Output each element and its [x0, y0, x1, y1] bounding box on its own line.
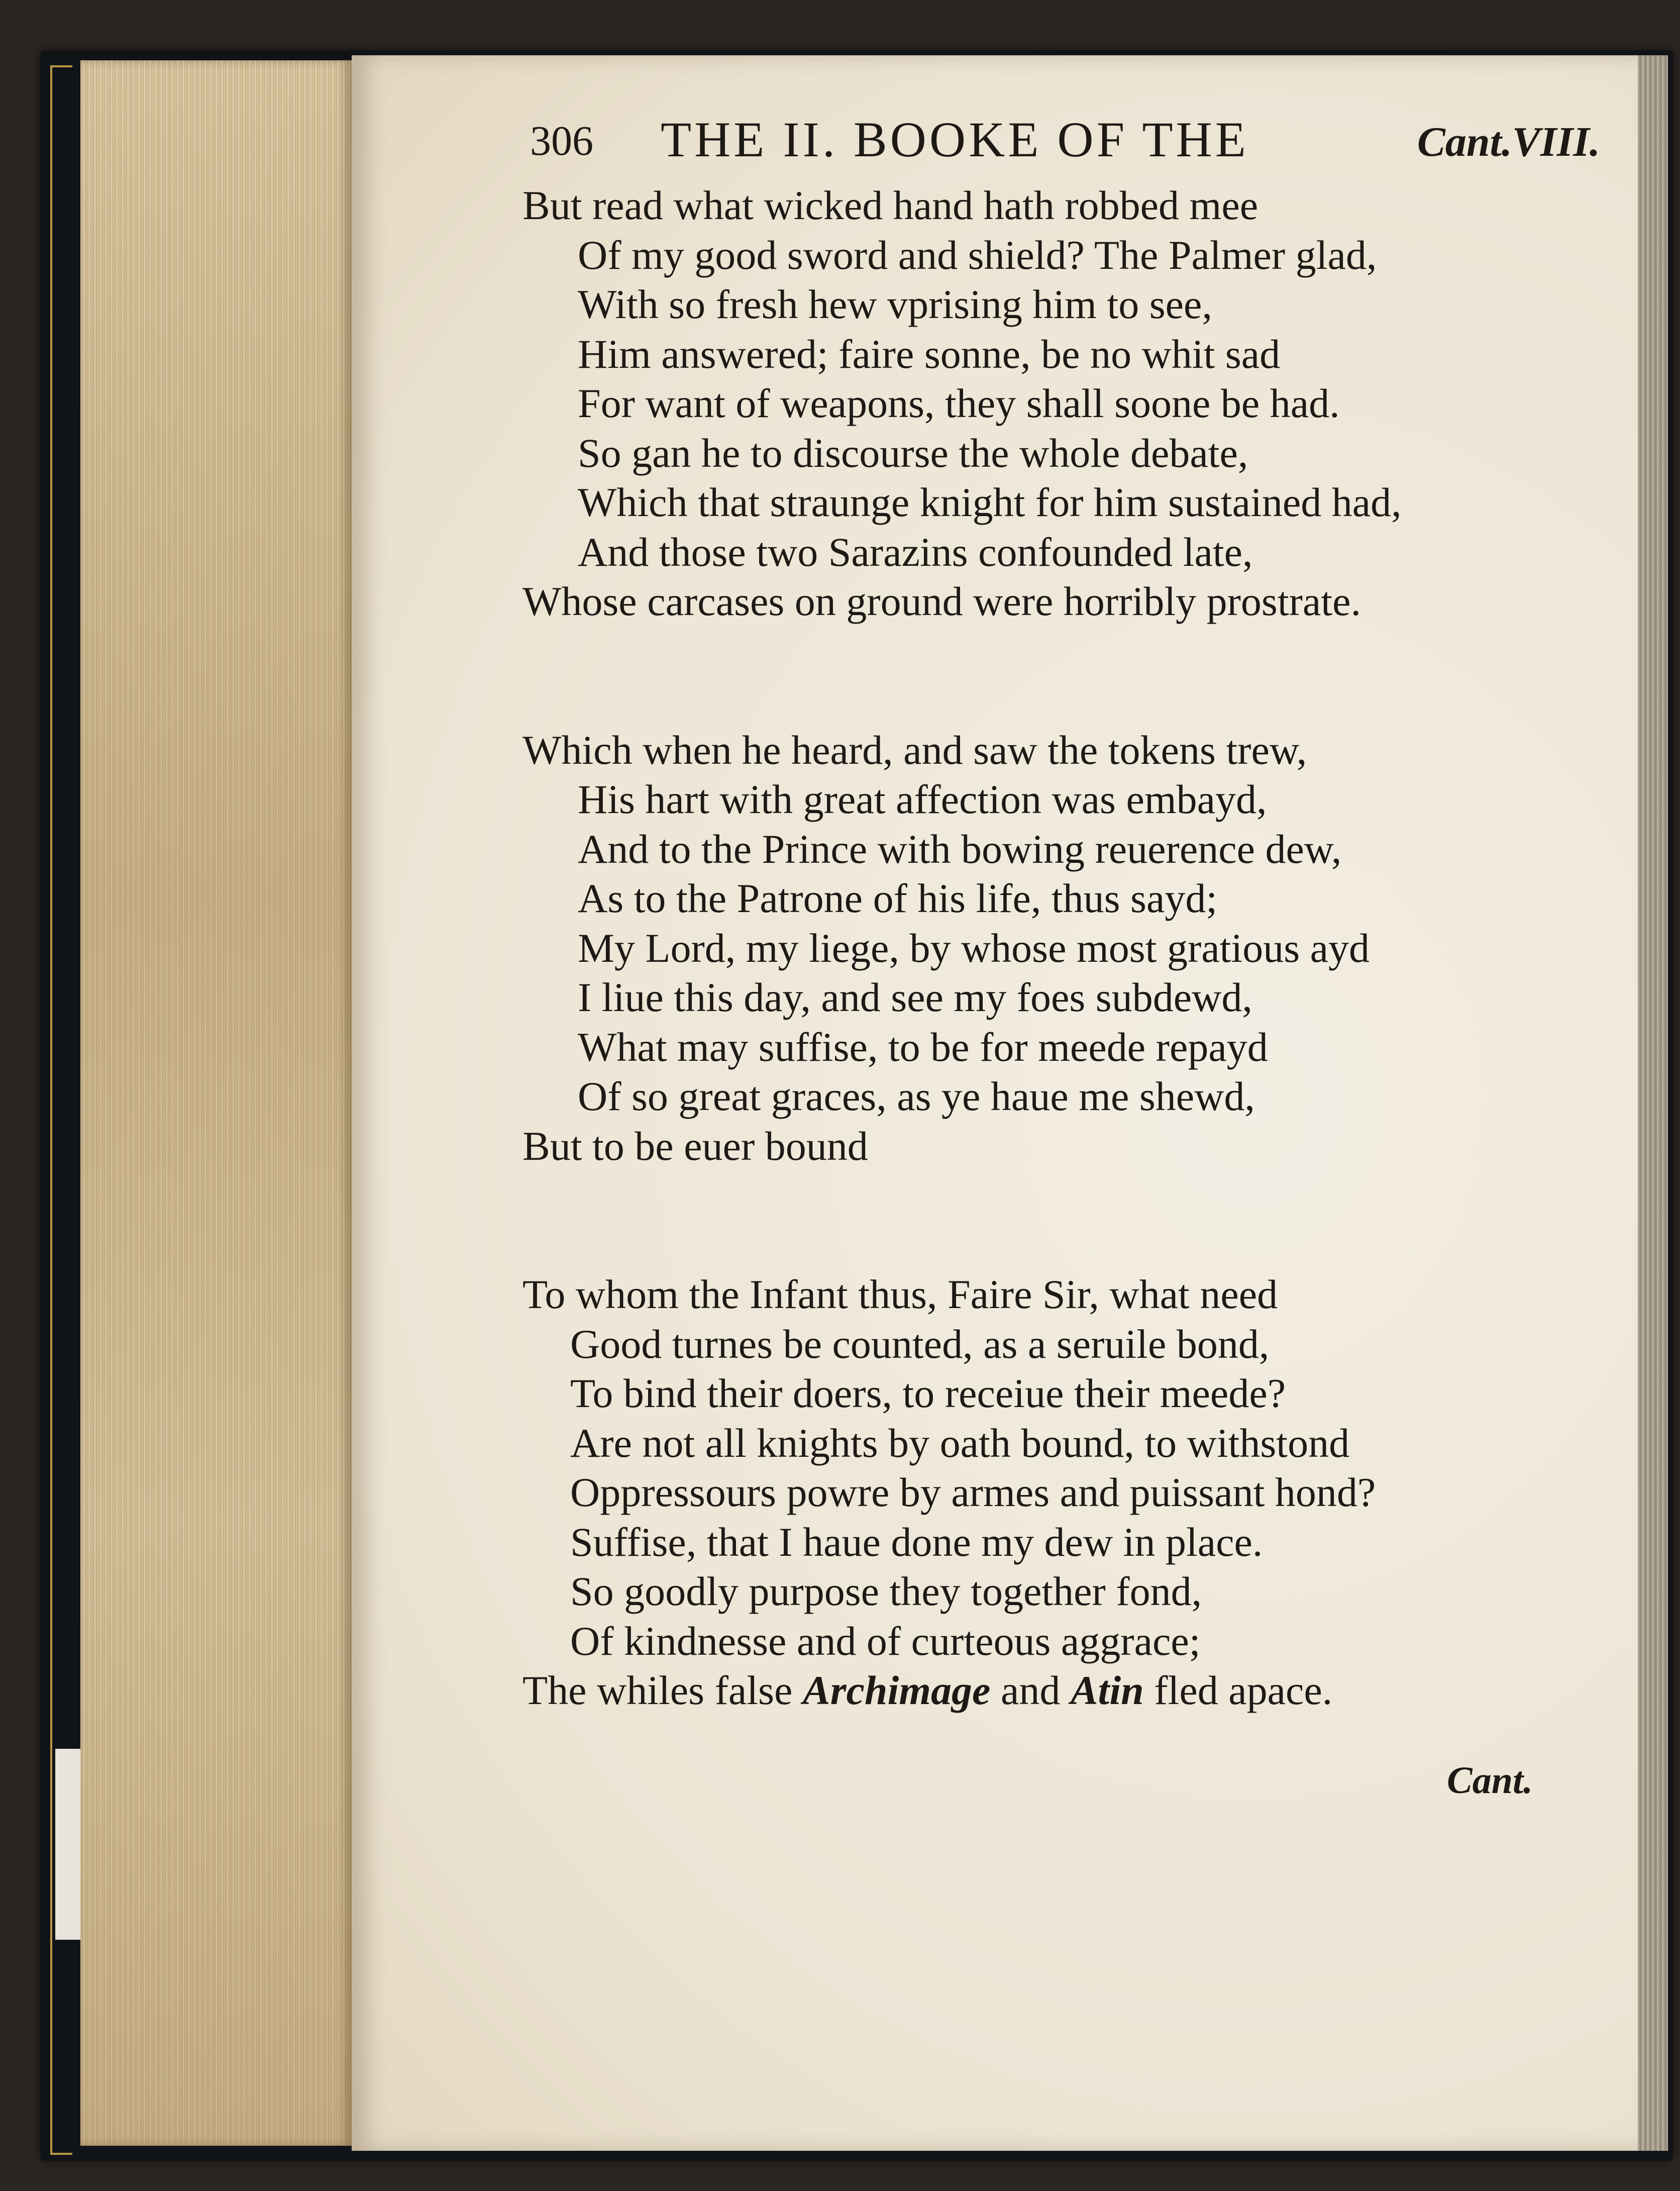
verse-line: And to the Prince with bowing reuerence dew,	[578, 826, 1342, 872]
verse-line: And those two Sarazins confounded late,	[578, 529, 1253, 575]
verse-line: His hart with great affection was embayd,	[578, 776, 1267, 822]
verse-line: I liue this day, and see my foes subdewd,	[578, 974, 1252, 1020]
verse-line: So goodly purpose they together fond,	[570, 1568, 1202, 1614]
verse-line: To whom the Infant thus, Faire Sir, what need	[522, 1271, 1278, 1317]
page-fore-edge	[1638, 55, 1668, 2151]
stanza	[522, 726, 1603, 1171]
line-text: and	[990, 1667, 1071, 1713]
line-text: fled apace.	[1143, 1667, 1333, 1713]
verse-line: With so fresh hew vprising him to see,	[578, 281, 1212, 327]
verse-line: Suffise, that I haue done my dew in place.	[570, 1519, 1263, 1565]
verse-line: As to the Patrone of his life, thus sayd;	[578, 875, 1218, 921]
verse-line: Whose carcases on ground were horribly prostrate.	[522, 578, 1361, 624]
verse-line: But to be euer bound	[522, 1123, 868, 1169]
verse-line: But read what wicked hand hath robbed mee	[522, 182, 1258, 228]
canto-reference: Cant.VIII.	[1417, 119, 1600, 165]
verse-line: Are not all knights by oath bound, to withstond	[570, 1420, 1350, 1466]
stanza	[522, 181, 1603, 627]
verse-line: Which that straunge knight for him sustained had,	[578, 479, 1402, 525]
verse-line: Of so great graces, as ye haue me shewd,	[578, 1073, 1255, 1119]
running-title: THE II. BOOKE OF THE	[661, 112, 1249, 167]
library-tag	[55, 1749, 80, 1940]
catchword: Cant.	[1447, 1759, 1533, 1802]
proper-name: Atin	[1070, 1667, 1144, 1713]
verse-line: Him answered; faire sonne, be no whit sad	[578, 331, 1281, 377]
verse-line: My Lord, my liege, by whose most gratious ayd	[578, 925, 1370, 971]
verse-line: What may suffise, to be for meede repayd	[578, 1024, 1268, 1070]
proper-name: Archimage	[802, 1667, 991, 1713]
verse-line: Oppressours powre by armes and puissant hond?	[570, 1469, 1376, 1515]
verse-line-last	[522, 1666, 1603, 1716]
page-number: 306	[530, 118, 593, 164]
line-text: The whiles false	[522, 1667, 803, 1713]
verse-line: Which when he heard, and saw the tokens trew,	[522, 727, 1307, 773]
verse-line: To bind their doers, to receiue their meede?	[570, 1370, 1286, 1416]
verse-line: So gan he to discourse the whole debate,	[578, 430, 1248, 476]
verse-line: Of my good sword and shield? The Palmer glad,	[578, 232, 1377, 278]
page-block-edges	[80, 60, 352, 2146]
verse-line: Of kindnesse and of curteous aggrace;	[570, 1618, 1201, 1664]
page-header	[530, 111, 1600, 171]
verse-line: For want of weapons, they shall soone be had.	[578, 380, 1340, 426]
poem-text	[522, 181, 1603, 1815]
verse-line: Good turnes be counted, as a seruile bond,	[570, 1321, 1270, 1367]
stanza	[522, 1270, 1603, 1716]
